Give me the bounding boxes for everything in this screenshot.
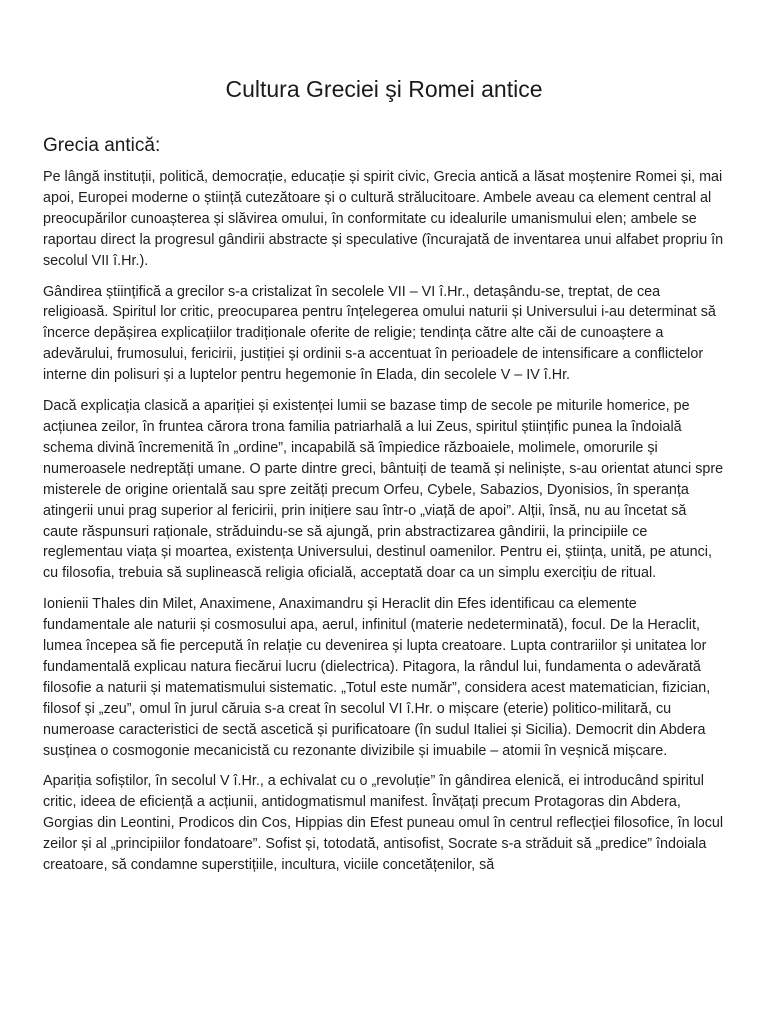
paragraph-1: Pe lângă instituții, politică, democrație, educație și spirit civic, Grecia antică a lăsat moștenire Romei și, mai apoi, Europei moderne o știință cutezătoare și o cultură strălucitoare. Ambele aveau ca element central al preocupărilor cunoașterea și slăvirea omului, în conformitate cu idealurile umanismului elen; ambele se raportau direct la progresul gândirii abstracte și speculative (încurajată de inventarea unui alfabet propriu în secolul VII î.Hr.). (43, 169, 724, 269)
paragraph-2: Gândirea științifică a grecilor s-a cristalizat în secolele VII – VI î.Hr., detașându-se, treptat, de cea religioasă. Spiritul lor critic, preocuparea pentru înțelegerea omului naturii și Universului i-au determinat să încerce depășirea explicațiilor tradiționale oferite de religie; tendința către alte căi de cunoaștere a adevărului, frumosului, fericirii, justiției și ordinii s-a accentuat în perioadele de intensificare a conflictelor interne din polisuri și a luptelor pentru hegemonie în Elada, din secolele V – IV î.Hr. (43, 283, 716, 384)
paragraph-3: Dacă explicația clasică a apariției și existenței lumii se bazase timp de secole pe miturile homerice, pe acțiunea zeilor, în fruntea cărora trona familia patriarhală a lui Zeus, spiritul științific punea la îndoială schema divină încremenită în „ordine”, incapabilă să împiedice războaiele, molimele, omorurile și numeroasele nedreptăți umane. O parte dintre greci, bântuiți de teamă și neliniște, s-au orientat atunci spre misterele de origine orientală sau spre zeități precum Orfeu, Cybele, Sabazios, Dyonisios, în speranța atingerii unui prag superior al fericirii, prin inițiere sau într-o „viață de apoi”. Alții, însă, nu au încetat să caute răspunsuri raționale, străduindu-se să ajungă, prin abstractizarea gândirii, la principiile ce reglementau viața și moartea, existența Universului, destinul oamenilor. Pentru ei, știința, unită, pe atunci, cu filosofia, trebuia să suplinească religia oficială, acceptată doar ca un simplu exercițiu de ritual. (43, 398, 724, 582)
paragraph-5: Apariția sofiștilor, în secolul V î.Hr., a echivalat cu o „revoluție” în gândirea elenică, ei introducând spiritul critic, ideea de eficiență a acțiunii, antidogmatismul manifest. Învățați precum Protagoras din Abdera, Gorgias din Leontini, Prodicos din Cos, Hippias din Efest puneau omul în centrul reflecției filosofice, în locul zeilor și al „principiilor fondatoare”. Sofist și, totodată, antisofist, Socrate s-a străduit să „predice” îndoiala creatoare, să condamne superstițiile, incultura, viciile concetățenilor, să (43, 773, 724, 874)
document-title: Cultura Greciei şi Romei antice (225, 76, 543, 102)
section-heading: Grecia antică: (43, 135, 161, 156)
paragraph-4: Ionienii Thales din Milet, Anaximene, Anaximandru și Heraclit din Efes identificau ca elemente fundamentale ale naturii și cosmosului apa, aerul, infinitul (materie nedeterminată), focul. De la Heraclit, lumea începea să fie percepută în relație cu devenirea și lupta creatoare. Lupta contrariilor și unitatea lor fundamentală explicau natura fiecărui lucru (dielectrica). Pitagora, la rândul lui, fundamenta o adevărată filosofie a naturii și matematismului sistematic. „Totul este număr”, considera acest matematician, fizician, filosof și „zeu”, omul în jurul căruia s-a creat în secolul VI î.Hr. o mișcare (eterie) politico-militară, cu numeroase caracteristici de sectă ascetică și purificatoare (în sudul Italiei și Sicilia). Democrit din Abdera susținea o cosmogonie mecanicistă cu rezonante divizibile și imuabile – atomii în veșnică mișcare. (43, 596, 711, 759)
